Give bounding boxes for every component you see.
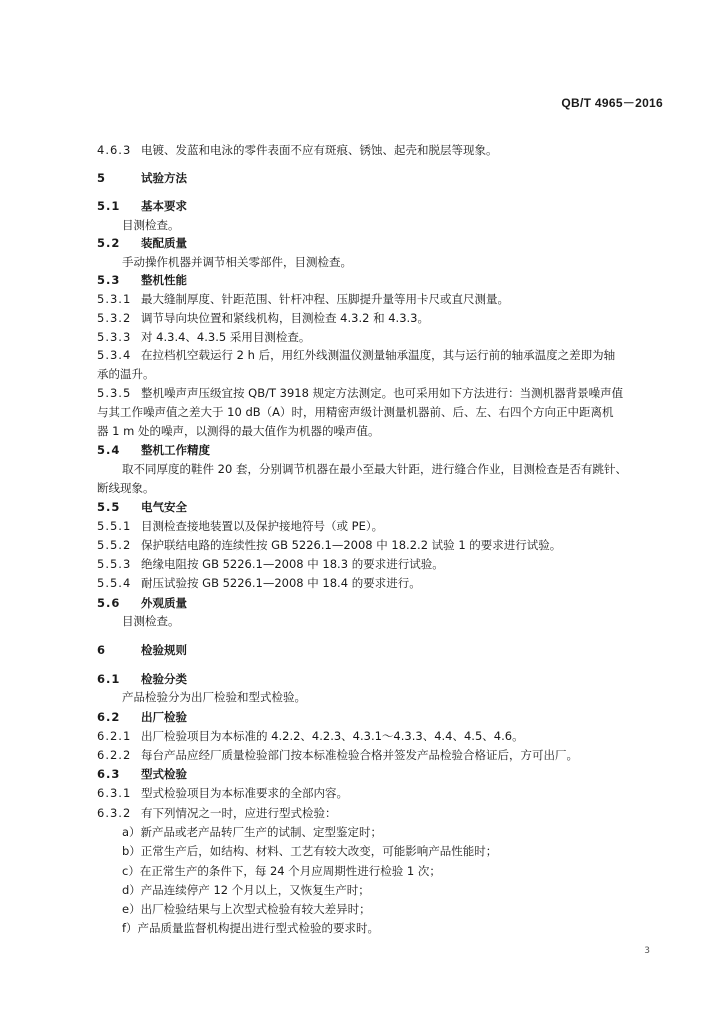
clause-number: 5.3 [97, 273, 121, 287]
clause-number: 6.1 [97, 672, 121, 686]
clause-text: 调节导向块位置和紧线机构，目测检查 4.3.2 和 4.3.3。 [141, 311, 429, 325]
clause-text: 绝缘电阻按 GB 5226.1—2008 中 18.3 的要求进行试验。 [141, 557, 444, 571]
clause-5-4-heading [97, 443, 645, 457]
list-item-a: a）新产品或老产品转厂生产的试制、定型鉴定时； [122, 825, 383, 839]
standard-code-header: QB/T 4965－2016 [561, 96, 663, 110]
list-item-e: e）出厂检验结果与上次型式检验有较大差异时； [122, 902, 371, 916]
clause-text-line: 产品检验分为出厂检验和型式检验。 [122, 690, 306, 704]
clause-text: 电镀、发蓝和电泳的零件表面不应有斑痕、锈蚀、起壳和脱层等现象。 [141, 143, 498, 157]
clause-5-1-heading [97, 199, 645, 213]
clause-number: 6.2.1 [97, 729, 132, 743]
clause-number: 5.1 [97, 199, 121, 213]
clause-5-3-4 [97, 348, 645, 362]
clause-4-6-3 [97, 143, 645, 157]
list-item-d: d）产品连续停产 12 个月以上，又恢复生产时； [122, 883, 370, 897]
clause-5-5-4 [97, 576, 645, 590]
clause-number: 5.3.3 [97, 330, 132, 344]
clause-text: 在拉档机空载运行 2 h 后，用红外线测温仪测量轴承温度，其与运行前的轴承温度之差即为轴 [141, 348, 616, 362]
clause-5-3-heading [97, 273, 645, 287]
clause-number: 5.2 [97, 236, 121, 250]
clause-text: 目测检查接地装置以及保护接地符号（或 PE）。 [141, 519, 384, 533]
clause-text: 检验规则 [141, 643, 187, 657]
clause-5-6-heading [97, 596, 645, 610]
clause-text: 基本要求 [141, 199, 187, 213]
clause-number: 5.5.3 [97, 557, 132, 571]
clause-text-line: 目测检查。 [122, 614, 180, 628]
clause-5-3-5 [97, 386, 645, 400]
clause-text: 电气安全 [141, 500, 187, 514]
clause-text-line: 取不同厚度的鞋件 20 套，分别调节机器在最小至最大针距，进行缝合作业，目测检查是否有跳针、 [122, 462, 627, 476]
clause-5-5-3 [97, 557, 645, 571]
clause-number: 5.5 [97, 500, 121, 514]
clause-text: 型式检验项目为本标准要求的全部内容。 [141, 786, 348, 800]
page-number: 3 [644, 946, 650, 956]
list-item-c: c）在正常生产的条件下，每 24 个月应周期性进行检验 1 次； [122, 864, 441, 878]
clause-6-3-2 [97, 806, 645, 820]
clause-text-line: 手动操作机器并调节相关零部件，目测检查。 [122, 255, 352, 269]
clause-6-2-heading [97, 710, 645, 724]
clause-number: 6 [97, 643, 107, 657]
clause-text: 对 4.3.4、4.3.5 采用目测检查。 [141, 330, 311, 344]
clause-text-line: 器 1 m 处的噪声，以测得的最大值作为机器的噪声值。 [97, 424, 380, 438]
clause-number: 5.3.1 [97, 292, 132, 306]
clause-6-2-1 [97, 729, 645, 743]
clause-number: 6.3.2 [97, 806, 132, 820]
clause-text-line: 目测检查。 [122, 218, 180, 232]
clause-text: 保护联结电路的连续性按 GB 5226.1—2008 中 18.2.2 试验 1 的要求进行试验。 [141, 538, 562, 552]
clause-text-line: 断线现象。 [97, 481, 155, 495]
clause-text: 整机性能 [141, 273, 187, 287]
clause-text: 有下列情况之一时，应进行型式检验： [141, 806, 337, 820]
section-5-heading [97, 171, 645, 185]
clause-text: 检验分类 [141, 672, 187, 686]
clause-text: 耐压试验按 GB 5226.1—2008 中 18.4 的要求进行。 [141, 576, 421, 590]
clause-number: 5.3.4 [97, 348, 132, 362]
clause-number: 5.6 [97, 596, 121, 610]
clause-number: 4.6.3 [97, 143, 132, 157]
clause-5-3-3 [97, 330, 645, 344]
clause-text: 整机工作精度 [141, 443, 210, 457]
clause-text: 出厂检验项目为本标准的 4.2.2、4.2.3、4.3.1～4.3.3、4.4、4.5、4.6。 [141, 729, 524, 743]
clause-text: 整机噪声声压级宜按 QB/T 3918 规定方法测定。也可采用如下方法进行：当测机器背景噪声值 [141, 386, 624, 400]
clause-text: 装配质量 [141, 236, 187, 250]
clause-5-3-2 [97, 311, 645, 325]
clause-number: 6.3 [97, 767, 121, 781]
clause-text: 试验方法 [141, 171, 187, 185]
list-item-f: f）产品质量监督机构提出进行型式检验的要求时。 [122, 921, 380, 935]
clause-text-line: 承的温升。 [97, 367, 155, 381]
clause-6-3-1 [97, 786, 645, 800]
clause-text: 出厂检验 [141, 710, 187, 724]
clause-number: 6.2 [97, 710, 121, 724]
clause-6-3-heading [97, 767, 645, 781]
clause-number: 5.5.4 [97, 576, 132, 590]
clause-number: 5 [97, 171, 107, 185]
clause-5-5-1 [97, 519, 645, 533]
clause-number: 5.3.5 [97, 386, 132, 400]
clause-number: 5.5.1 [97, 519, 132, 533]
clause-number: 5.5.2 [97, 538, 132, 552]
clause-text: 每台产品应经厂质量检验部门按本标准检验合格并签发产品检验合格证后，方可出厂。 [141, 748, 578, 762]
clause-number: 5.3.2 [97, 311, 132, 325]
clause-6-1-heading [97, 672, 645, 686]
clause-text: 型式检验 [141, 767, 187, 781]
clause-5-5-heading [97, 500, 645, 514]
clause-5-5-2 [97, 538, 645, 552]
clause-number: 5.4 [97, 443, 121, 457]
list-item-b: b）正常生产后，如结构、材料、工艺有较大改变，可能影响产品性能时； [122, 844, 498, 858]
clause-5-2-heading [97, 236, 645, 250]
clause-6-2-2 [97, 748, 645, 762]
section-6-heading [97, 643, 645, 657]
clause-text: 外观质量 [141, 596, 187, 610]
clause-text-line: 与其工作噪声值之差大于 10 dB（A）时，用精密声级计测量机器前、后、左、右四个方向正中距离机 [97, 405, 614, 419]
clause-5-3-1 [97, 292, 645, 306]
clause-text: 最大缝制厚度、针距范围、针杆冲程、压脚提升量等用卡尺或直尺测量。 [141, 292, 509, 306]
clause-number: 6.3.1 [97, 786, 132, 800]
clause-number: 6.2.2 [97, 748, 132, 762]
